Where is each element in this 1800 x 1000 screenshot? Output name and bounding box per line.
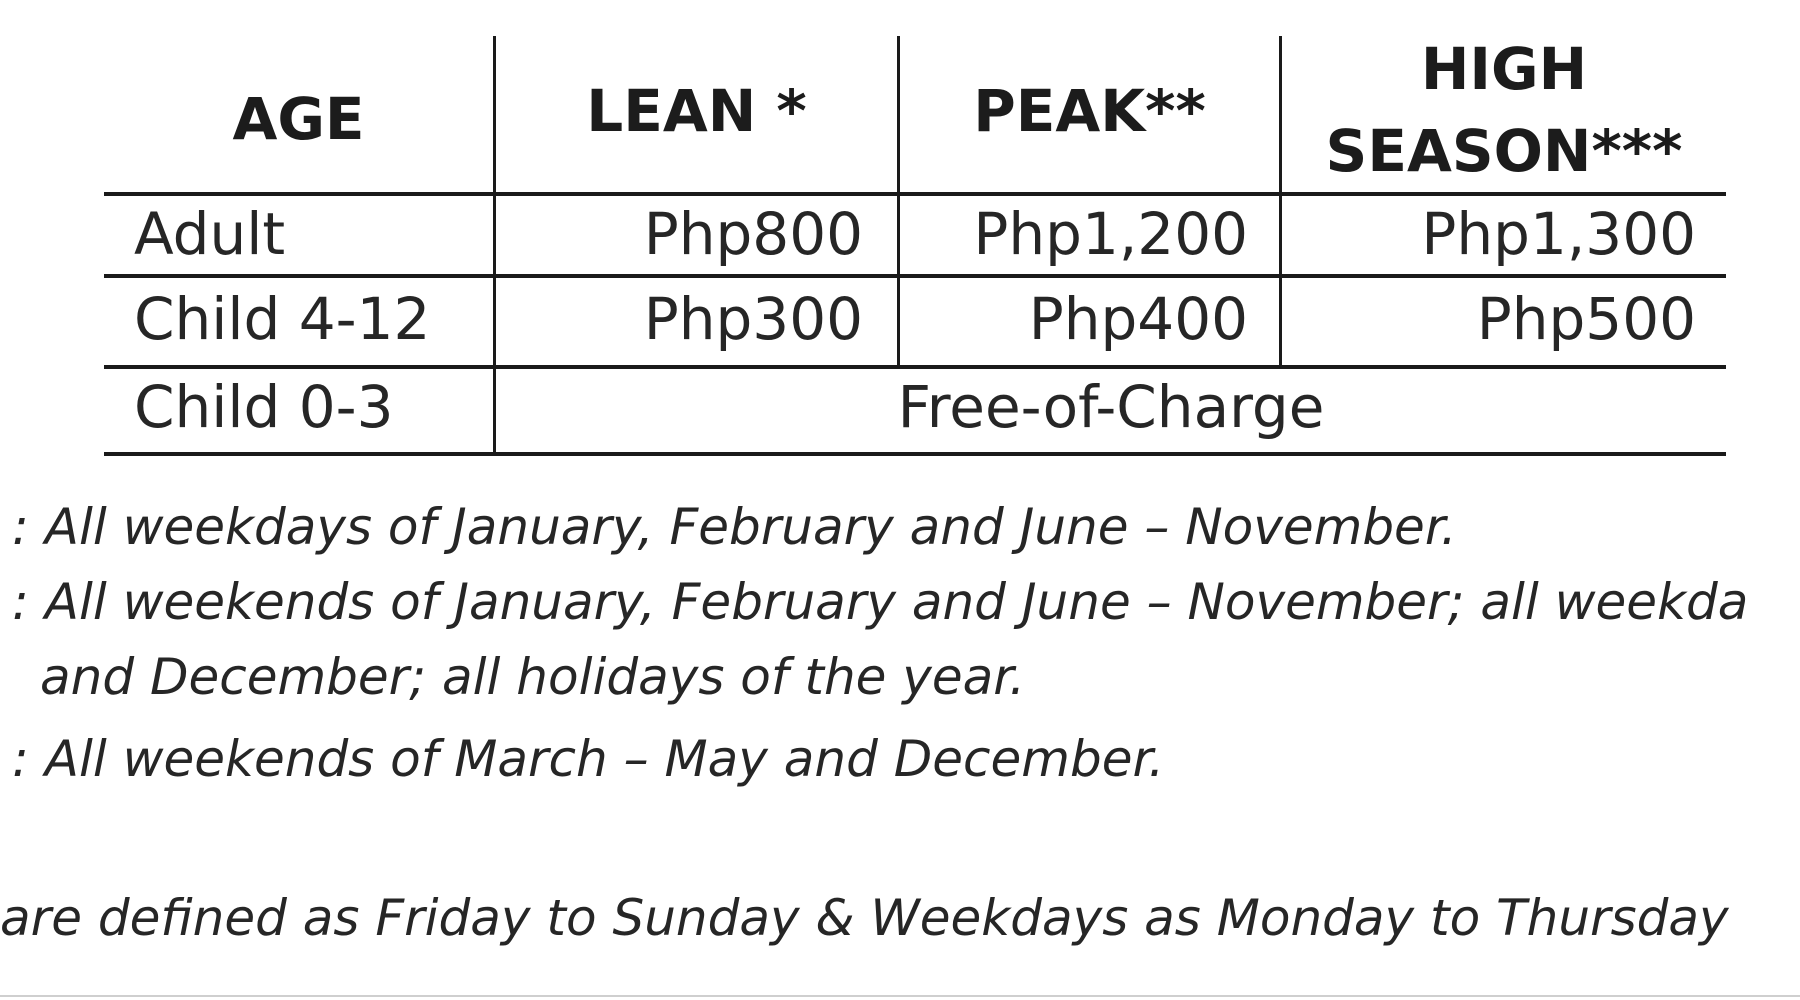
- row-child-0-3-free: Free-of-Charge: [897, 373, 1325, 441]
- row-child-4-12-peak: Php400: [1028, 285, 1248, 353]
- row-adult-lean: Php800: [643, 200, 863, 268]
- row-child-4-12-age: Child 4-12: [134, 285, 431, 353]
- row-adult-age: Adult: [134, 200, 286, 268]
- header-peak: PEAK**: [973, 77, 1206, 145]
- row-child-4-12-lean: Php300: [643, 285, 863, 353]
- header-lean: LEAN *: [586, 77, 807, 145]
- header-high-season-line2: SEASON***: [1325, 117, 1683, 185]
- row-child-4-12-high: Php500: [1476, 285, 1696, 353]
- note-high-season: : All weekends of March – May and December.: [12, 730, 1165, 788]
- row-child-0-3-age: Child 0-3: [134, 373, 394, 441]
- note-weekend-definition: are defined as Friday to Sunday & Weekdays as Monday to Thursday: [0, 889, 1729, 947]
- note-lean: : All weekdays of January, February and June – November.: [12, 498, 1457, 556]
- note-peak-line1: : All weekends of January, February and June – November; all weekda: [12, 573, 1749, 631]
- row-adult-high: Php1,300: [1421, 200, 1696, 268]
- page-bottom-edge: [0, 995, 1800, 997]
- table-rule-bottom: [104, 452, 1726, 456]
- header-high-season-line1: HIGH: [1420, 35, 1588, 103]
- header-age: AGE: [232, 85, 365, 153]
- row-adult-peak: Php1,200: [973, 200, 1248, 268]
- table-rule-row2: [104, 365, 1726, 369]
- table-rule-row1: [104, 274, 1726, 278]
- table-rule-header: [104, 192, 1726, 196]
- note-peak-line2: and December; all holidays of the year.: [40, 648, 1026, 706]
